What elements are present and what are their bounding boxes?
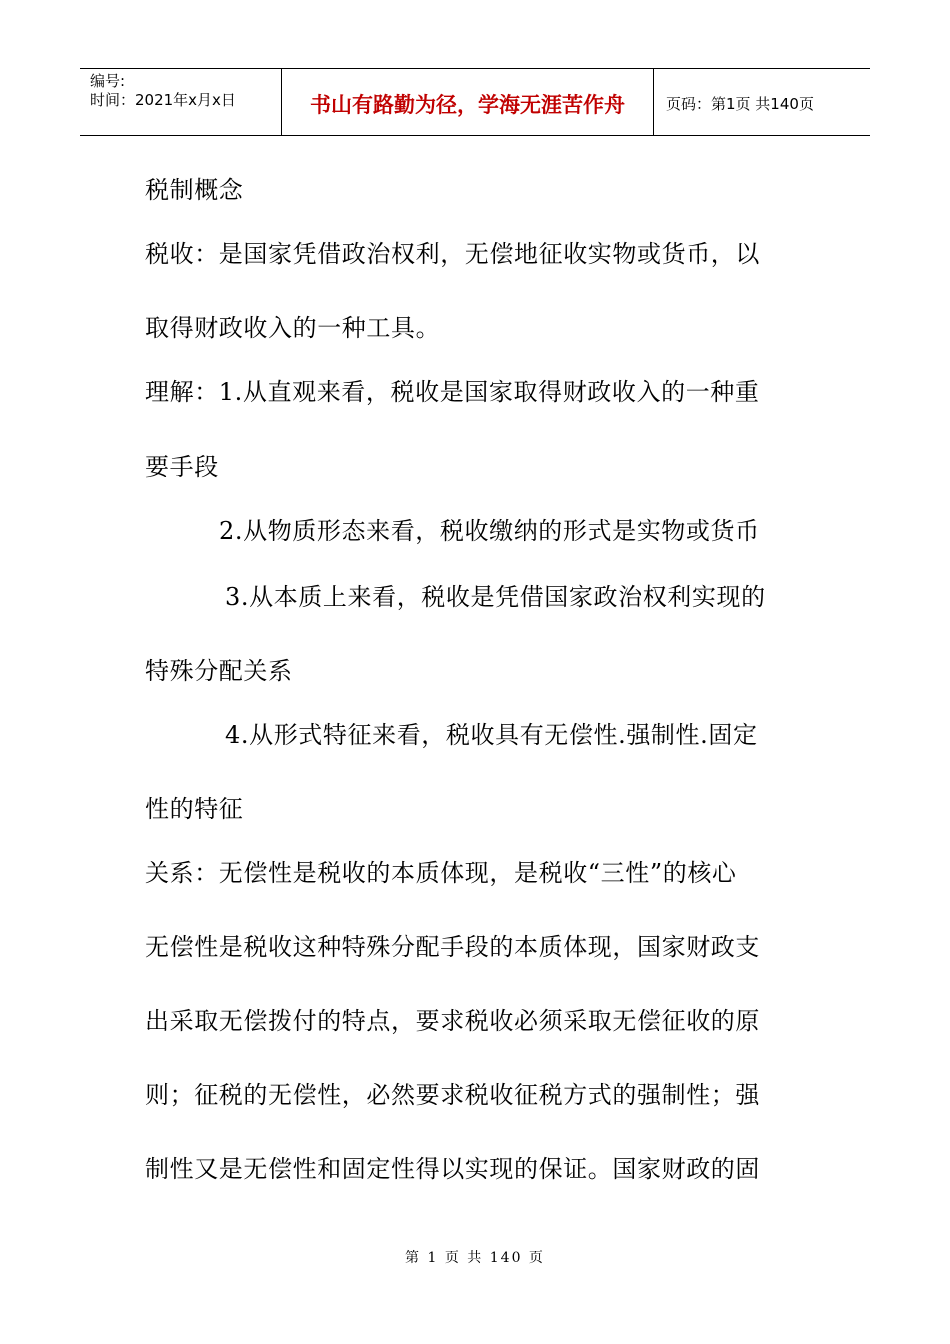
paragraph-line: 无偿性是税收这种特殊分配手段的本质体现，国家财政支 <box>145 933 760 961</box>
section-title: 税制概念 <box>145 176 244 204</box>
header-meta <box>80 69 282 135</box>
paragraph-line: 取得财政收入的一种工具。 <box>145 314 441 342</box>
paragraph-line: 出采取无偿拨付的特点，要求税收必须采取无偿征收的原 <box>145 1007 760 1035</box>
header-page-info: 页码：第1页 共140页 <box>666 94 814 113</box>
paragraph-line: 理解：1.从直观来看，税收是国家取得财政收入的一种重 <box>145 378 760 406</box>
paragraph-line: 4.从形式特征来看，税收具有无偿性.强制性.固定 <box>225 721 758 749</box>
paragraph-line: 制性又是无偿性和固定性得以实现的保证。国家财政的固 <box>145 1155 760 1183</box>
paragraph-line: 关系：无偿性是税收的本质体现，是税收“三性”的核心 <box>145 859 737 887</box>
date-label: 时间：2021年x月x日 <box>90 91 236 109</box>
paragraph-line: 要手段 <box>145 453 219 481</box>
header-motto: 书山有路勤为径，学海无涯苦作舟 <box>282 69 654 135</box>
page-header <box>80 68 870 136</box>
paragraph-line: 2.从物质形态来看，税收缴纳的形式是实物或货币 <box>219 517 760 545</box>
paragraph-line: 则；征税的无偿性，必然要求税收征税方式的强制性；强 <box>145 1081 760 1109</box>
paragraph-line: 3.从本质上来看，税收是凭借国家政治权利实现的 <box>225 583 766 611</box>
paragraph-line: 性的特征 <box>145 795 244 823</box>
code-label: 编号: <box>90 72 126 90</box>
paragraph-line: 特殊分配关系 <box>145 657 293 685</box>
paragraph-line: 税收：是国家凭借政治权利，无偿地征收实物或货币，以 <box>145 240 760 268</box>
page-footer: 第 1 页 共 140 页 <box>405 1250 545 1266</box>
